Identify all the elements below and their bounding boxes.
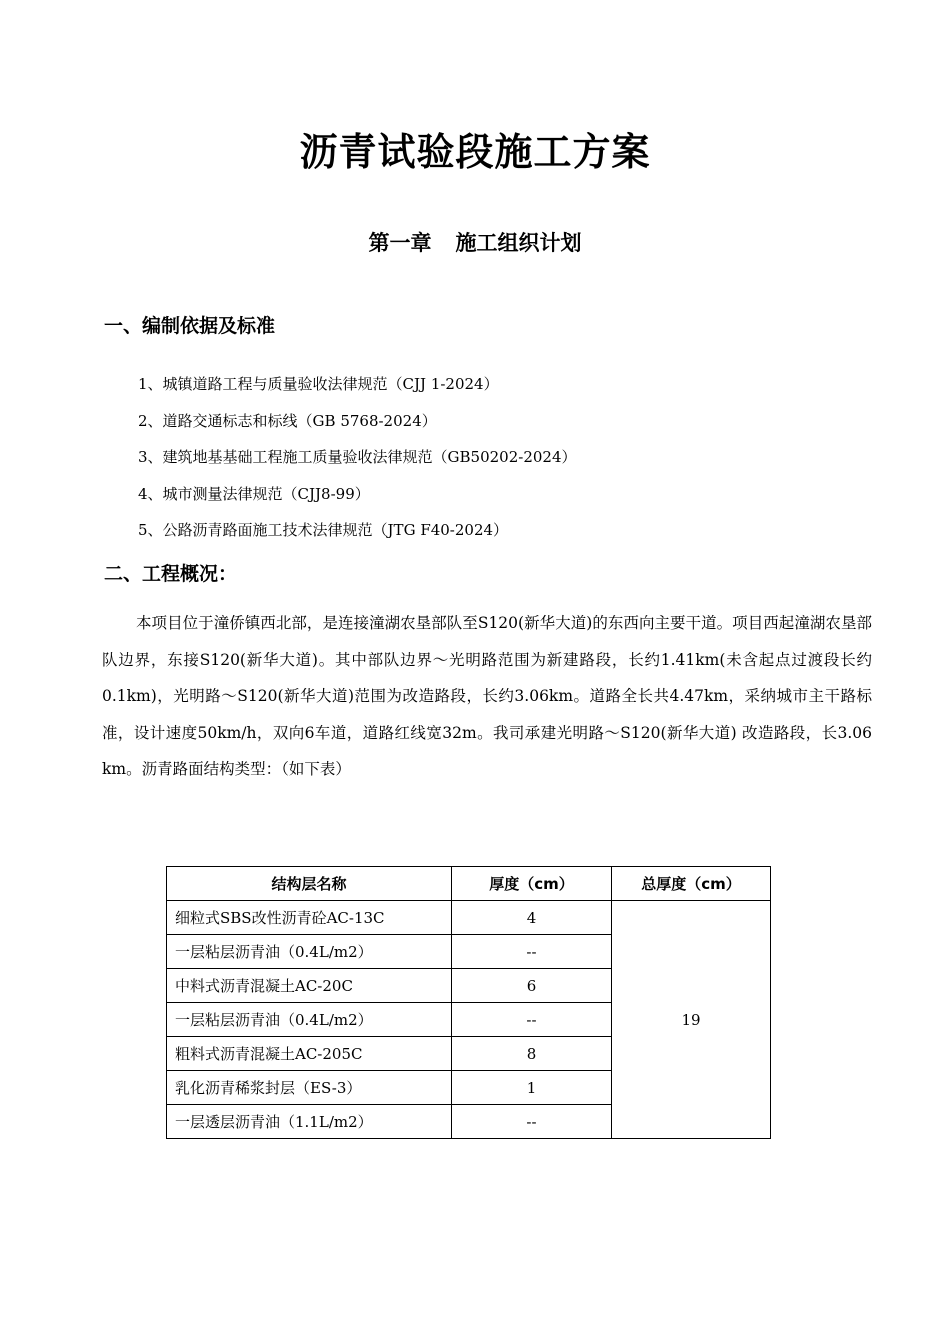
layer-name-cell: 一层透层沥青油（1.1L/m2） xyxy=(167,1105,452,1139)
table-header-row xyxy=(167,867,771,901)
header-total-thickness: 总厚度（cm） xyxy=(612,867,771,901)
layer-name-cell: 中料式沥青混凝土AC-20C xyxy=(167,969,452,1003)
layer-name-cell: 一层粘层沥青油（0.4L/m2） xyxy=(167,935,452,969)
total-thickness-cell: 19 xyxy=(612,901,771,1139)
header-layer-name: 结构层名称 xyxy=(167,867,452,901)
thickness-cell: -- xyxy=(452,1003,612,1037)
thickness-cell: 6 xyxy=(452,969,612,1003)
thickness-cell: 1 xyxy=(452,1071,612,1105)
table-row xyxy=(167,901,771,935)
thickness-cell: -- xyxy=(452,935,612,969)
thickness-cell: 8 xyxy=(452,1037,612,1071)
chapter-name: 施工组织计划 xyxy=(455,231,582,255)
section-heading-basis: 一、编制依据及标准 xyxy=(104,315,276,337)
section-heading-overview: 二、工程概况： xyxy=(104,563,238,585)
list-item: 4、城市测量法律规范（CJJ8-99） xyxy=(138,484,370,503)
document-title: 沥青试验段施工方案 xyxy=(299,130,651,174)
layer-name-cell: 细粒式SBS改性沥青砼AC-13C xyxy=(167,901,452,935)
thickness-cell: 4 xyxy=(452,901,612,935)
pavement-structure-table xyxy=(166,866,771,1139)
layer-name-cell: 粗料式沥青混凝土AC-205C xyxy=(167,1037,452,1071)
list-item: 5、公路沥青路面施工技术法律规范（JTG F40-2024） xyxy=(138,521,509,539)
standards-list xyxy=(138,366,577,549)
project-overview-paragraph: 本项目位于潼侨镇西北部，是连接潼湖农垦部队至S120(新华大道)的东西向主要干道。项目西起潼湖农垦部队边界，东接S120(新华大道)。其中部队边界～光明路范围为新建路段，长约1.41km(未含起点过渡段长约0.1km)，光明路～S120(新华大道)范围为改造路段，长约3.06km。道路全长共4.47km，采纳城市主干路标准，设计速度50km/h，双向6车道，道路红线宽32m。我司承建光明路～S120(新华大道) 改造路段，长3.06 km。沥青路面结构类型：（如下表） xyxy=(102,614,872,778)
list-item: 3、建筑地基基础工程施工质量验收法律规范（GB50202-2024） xyxy=(138,448,577,466)
list-item: 2、道路交通标志和标线（GB 5768-2024） xyxy=(138,411,437,430)
header-thickness: 厚度（cm） xyxy=(452,867,612,901)
chapter-title xyxy=(0,228,950,258)
layer-name-cell: 一层粘层沥青油（0.4L/m2） xyxy=(167,1003,452,1037)
thickness-cell: -- xyxy=(452,1105,612,1139)
layer-name-cell: 乳化沥青稀浆封层（ES-3） xyxy=(167,1071,452,1105)
list-item: 1、城镇道路工程与质量验收法律规范（CJJ 1-2024） xyxy=(138,375,499,393)
chapter-number: 第一章 xyxy=(368,231,432,255)
